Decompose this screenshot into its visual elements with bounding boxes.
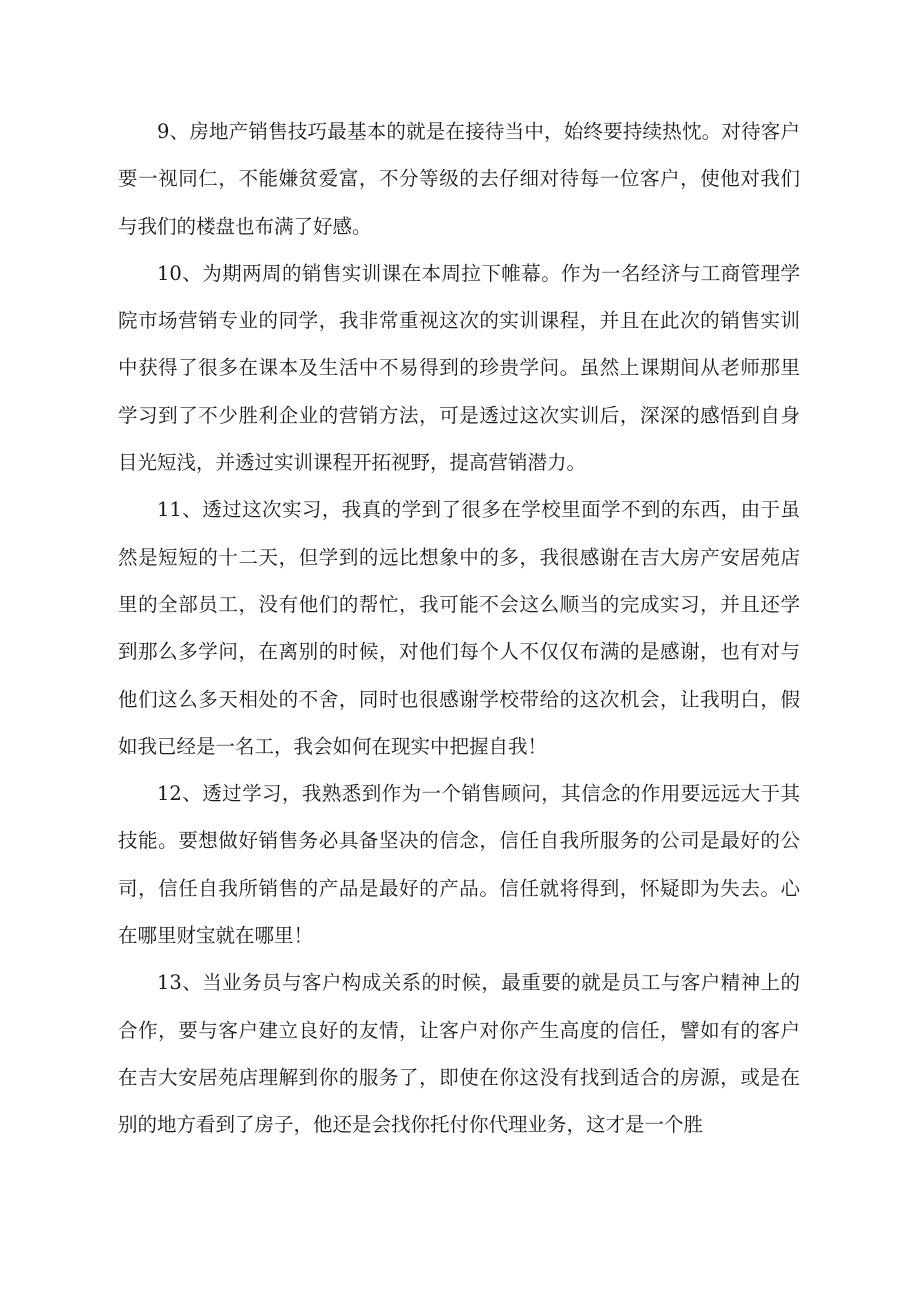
- paragraph-13: 13、当业务员与客户构成关系的时候，最重要的就是员工与客户精神上的合作，要与客户建立良好的友情，让客户对你产生高度的信任，譬如有的客户在吉大安居苑店理解到你的服务了，即使在你这没有找到适合的房源，或是在别的地方看到了房子，他还是会找你托付你代理业务，这才是一个胜: [118, 971, 800, 1137]
- document-body: [118, 108, 800, 1149]
- paragraph-9: 9、房地产销售技巧最基本的就是在接待当中，始终要持续热忱。对待客户要一视同仁，不能嫌贫爱富，不分等级的去仔细对待每一位客户，使他对我们与我们的楼盘也布满了好感。: [118, 120, 800, 238]
- paragraph-10: 10、为期两周的销售实训课在本周拉下帷幕。作为一名经济与工商管理学院市场营销专业的同学，我非常重视这次的实训课程，并且在此次的销售实训中获得了很多在课本及生活中不易得到的珍贵学问。虽然上课期间从老师那里学习到了不少胜利企业的营销方法，可是透过这次实训后，深深的感悟到自身目光短浅，并透过实训课程开拓视野，提高营销潜力。: [118, 261, 800, 475]
- paragraph-11: 11、透过这次实习，我真的学到了很多在学校里面学不到的东西，由于虽然是短短的十二天，但学到的远比想象中的多，我很感谢在吉大房产安居苑店里的全部员工，没有他们的帮忙，我可能不会这么顺当的完成实习，并且还学到那么多学问，在离别的时候，对他们每个人不仅仅布满的是感谢，也有对与他们这么多天相处的不舍，同时也很感谢学校带给的这次机会，让我明白，假如我已经是一名工，我会如何在现实中把握自我！: [118, 498, 800, 758]
- paragraph-12: 12、透过学习，我熟悉到作为一个销售顾问，其信念的作用要远远大于其技能。要想做好销售务必具备坚决的信念，信任自我所服务的公司是最好的公司，信任自我所销售的产品是最好的产品。信任就将得到，怀疑即为失去。心在哪里财宝就在哪里！: [118, 782, 800, 948]
